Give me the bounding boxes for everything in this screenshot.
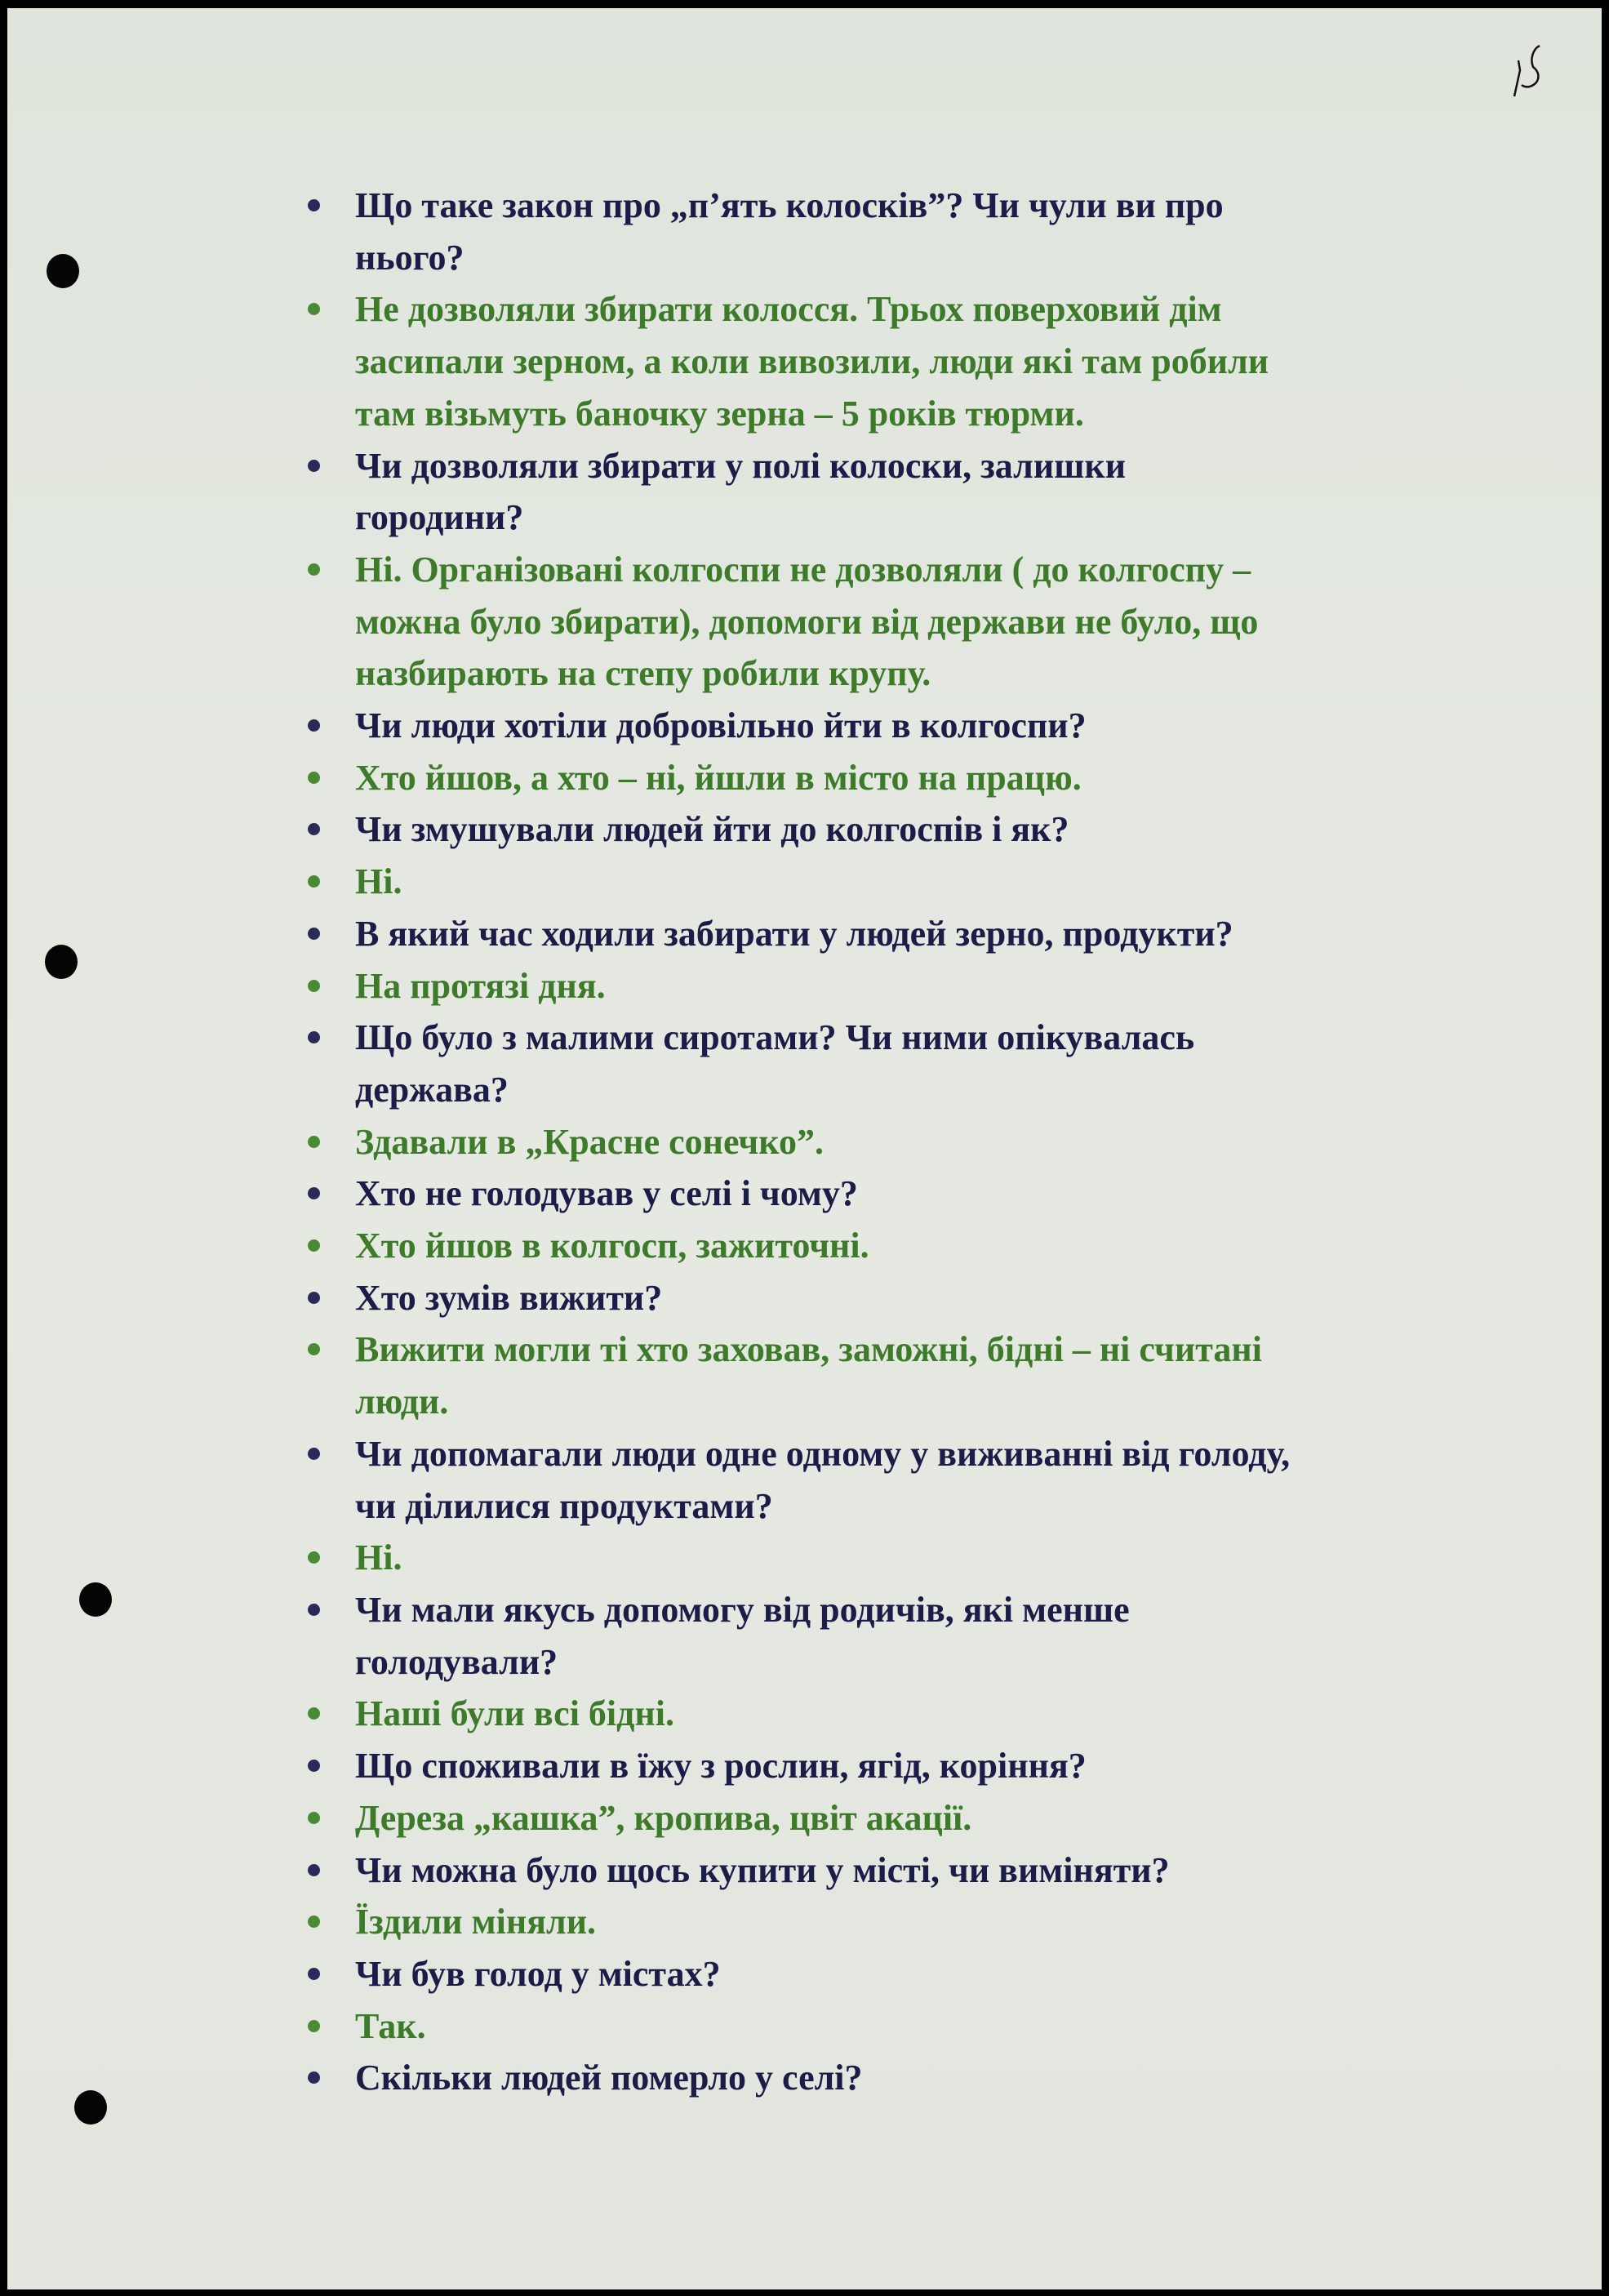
bullet-icon	[308, 1136, 320, 1148]
text-line: Чи можна було щось купити у місті, чи виміняти?	[355, 1849, 1170, 1890]
question-item	[7, 2052, 1602, 2104]
text-line: городини?	[355, 497, 524, 538]
question-item	[7, 1012, 1602, 1115]
question-item	[7, 1272, 1602, 1324]
text-line: В який час ходили забирати у людей зерно, продукти?	[355, 913, 1233, 954]
answer-item	[7, 1220, 1602, 1272]
bullet-icon	[308, 875, 320, 888]
question-item	[7, 1428, 1602, 1532]
question-item	[7, 803, 1602, 856]
text-line: Хто йшов, а хто – ні, йшли в місто на працю.	[355, 757, 1082, 798]
answer-item	[7, 1324, 1602, 1427]
bullet-icon	[308, 1292, 320, 1304]
question-item	[7, 1584, 1602, 1688]
document-page	[7, 8, 1602, 2289]
handwritten-page-number	[1512, 42, 1549, 100]
bullet-icon	[308, 1448, 320, 1460]
question-item	[7, 180, 1602, 283]
text-line: Чи дозволяли збирати у полі колоски, залишки	[355, 445, 1127, 486]
bullet-icon	[308, 1916, 320, 1928]
interview-qa-list	[7, 180, 1602, 2104]
bullet-icon	[308, 928, 320, 940]
answer-item	[7, 2000, 1602, 2053]
text-line: Чи змушували людей йти до колгоспів і як?	[355, 809, 1069, 850]
text-line: Наші були всі бідні.	[355, 1693, 674, 1734]
bullet-icon	[308, 303, 320, 315]
text-line: Вижити могли ті хто заховав, заможні, бідні – ні считані	[355, 1329, 1262, 1370]
bullet-icon	[308, 1864, 320, 1876]
bullet-icon	[308, 1707, 320, 1720]
bullet-icon	[308, 719, 320, 732]
bullet-icon	[308, 2071, 320, 2084]
answer-item	[7, 544, 1602, 700]
bullet-icon	[308, 1343, 320, 1355]
text-line: засипали зерном, а коли вивозили, люди які там робили	[355, 341, 1269, 382]
text-line: держава?	[355, 1069, 509, 1110]
bullet-icon	[308, 772, 320, 784]
question-item	[7, 700, 1602, 752]
text-line: нього?	[355, 237, 464, 278]
text-line: можна було збирати), допомоги від держави не було, що	[355, 601, 1259, 642]
answer-item	[7, 960, 1602, 1012]
text-line: Що споживали в їжу з рослин, ягід, коріння?	[355, 1746, 1087, 1787]
text-line: Чи був голод у містах?	[355, 1953, 721, 1994]
text-line: Ні.	[355, 861, 402, 902]
text-line: Їздили міняли.	[355, 1902, 597, 1942]
answer-item	[7, 1688, 1602, 1740]
text-line: Що таке закон про „п’ять колосків”? Чи чули ви про	[355, 185, 1224, 225]
bullet-icon	[308, 1551, 320, 1564]
question-item	[7, 440, 1602, 544]
text-line: люди.	[355, 1382, 449, 1422]
bullet-icon	[308, 1812, 320, 1824]
question-item	[7, 1948, 1602, 2000]
question-item	[7, 1740, 1602, 1792]
bullet-icon	[308, 1031, 320, 1043]
answer-item	[7, 752, 1602, 804]
text-line: Хто зумів вижити?	[355, 1277, 663, 1318]
text-line: Здавали в „Красне сонечко”.	[355, 1121, 825, 1162]
bullet-icon	[308, 563, 320, 576]
bullet-icon	[308, 823, 320, 835]
question-item	[7, 908, 1602, 960]
answer-item	[7, 856, 1602, 908]
question-item	[7, 1168, 1602, 1220]
text-line: Що було з малими сиротами? Чи ними опікувалась	[355, 1017, 1195, 1058]
bullet-icon	[308, 1239, 320, 1252]
text-line: Скільки людей померло у селі?	[355, 2058, 863, 2098]
bullet-icon	[308, 460, 320, 472]
text-line: Так.	[355, 2005, 426, 2046]
bullet-icon	[308, 980, 320, 992]
text-line: там візьмуть баночку зерна – 5 років тюрми.	[355, 393, 1084, 434]
text-line: Чи люди хотіли добровільно йти в колгоспи?	[355, 705, 1087, 746]
text-line: голодували?	[355, 1641, 558, 1682]
answer-item	[7, 1116, 1602, 1168]
question-item	[7, 1844, 1602, 1897]
answer-item	[7, 1896, 1602, 1948]
text-line: Хто йшов в колгосп, зажиточні.	[355, 1226, 869, 1266]
bullet-icon	[308, 1760, 320, 1772]
text-line: Не дозволяли збирати колосся. Трьох поверховий дім	[355, 289, 1222, 330]
bullet-icon	[308, 199, 320, 211]
text-line: На протязі дня.	[355, 965, 606, 1006]
text-line: Ні. Організовані колгоспи не дозволяли ( до колгоспу –	[355, 549, 1251, 590]
text-line: назбирають на степу робили крупу.	[355, 653, 931, 694]
bullet-icon	[308, 1187, 320, 1199]
bullet-icon	[308, 1968, 320, 1980]
answer-item	[7, 1532, 1602, 1584]
text-line: Дереза „кашка”, кропива, цвіт акації.	[355, 1797, 972, 1838]
answer-item	[7, 1792, 1602, 1844]
text-line: Чи мали якусь допомогу від родичів, які менше	[355, 1589, 1130, 1630]
bullet-icon	[308, 2020, 320, 2032]
text-line: Хто не голодував у селі і чому?	[355, 1173, 858, 1214]
text-line: Чи допомагали люди одне одному у виживанні від голоду,	[355, 1433, 1291, 1474]
text-line: чи ділилися продуктами?	[355, 1485, 773, 1526]
text-line: Ні.	[355, 1537, 402, 1578]
answer-item	[7, 283, 1602, 439]
bullet-icon	[308, 1604, 320, 1616]
